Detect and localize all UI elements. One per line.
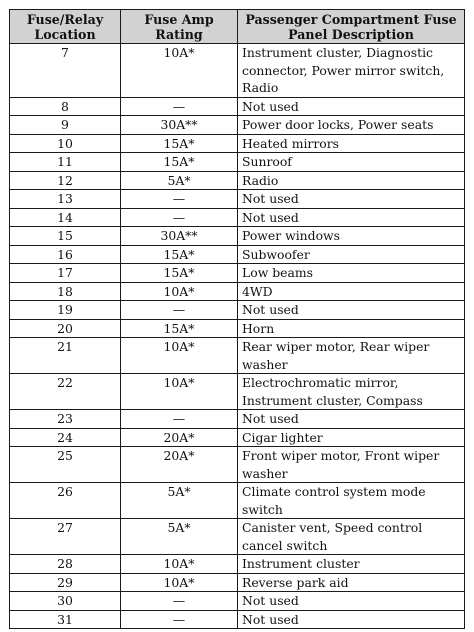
cell-location: 24 xyxy=(10,428,121,447)
table-row xyxy=(10,190,465,209)
header-rating: Fuse Amp Rating xyxy=(121,10,238,44)
cell-location: 29 xyxy=(10,573,121,592)
cell-rating: 15A* xyxy=(121,319,238,338)
cell-description: Canister vent, Speed control cancel switch xyxy=(238,519,465,555)
table-row xyxy=(10,97,465,116)
cell-rating: 5A* xyxy=(121,519,238,555)
cell-location: 14 xyxy=(10,208,121,227)
cell-location: 16 xyxy=(10,245,121,264)
cell-description: Heated mirrors xyxy=(238,134,465,153)
table-row xyxy=(10,44,465,98)
cell-rating: 10A* xyxy=(121,44,238,98)
cell-description: Electrochromatic mirror, Instrument cluster, Compass xyxy=(238,374,465,410)
cell-rating: 15A* xyxy=(121,153,238,172)
cell-description: Sunroof xyxy=(238,153,465,172)
cell-description: Not used xyxy=(238,301,465,320)
cell-description: Rear wiper motor, Rear wiper washer xyxy=(238,338,465,374)
table-row xyxy=(10,519,465,555)
cell-description: Power door locks, Power seats xyxy=(238,116,465,135)
table-row xyxy=(10,555,465,574)
cell-description: Not used xyxy=(238,610,465,629)
table-row xyxy=(10,116,465,135)
cell-rating: 10A* xyxy=(121,374,238,410)
cell-description: Cigar lighter xyxy=(238,428,465,447)
fuse-panel-table xyxy=(9,9,465,629)
table-row xyxy=(10,208,465,227)
cell-rating: — xyxy=(121,610,238,629)
cell-description: Low beams xyxy=(238,264,465,283)
cell-description: Subwoofer xyxy=(238,245,465,264)
cell-location: 17 xyxy=(10,264,121,283)
cell-rating: 20A* xyxy=(121,428,238,447)
cell-rating: — xyxy=(121,208,238,227)
cell-location: 18 xyxy=(10,282,121,301)
cell-location: 15 xyxy=(10,227,121,246)
table-row xyxy=(10,592,465,611)
table-row xyxy=(10,338,465,374)
cell-description: Instrument cluster xyxy=(238,555,465,574)
cell-location: 13 xyxy=(10,190,121,209)
cell-location: 23 xyxy=(10,410,121,429)
cell-rating: 30A** xyxy=(121,116,238,135)
cell-rating: 15A* xyxy=(121,245,238,264)
cell-rating: 20A* xyxy=(121,447,238,483)
cell-location: 8 xyxy=(10,97,121,116)
table-row xyxy=(10,610,465,629)
table-row xyxy=(10,264,465,283)
table-header xyxy=(10,10,465,44)
cell-location: 9 xyxy=(10,116,121,135)
cell-location: 10 xyxy=(10,134,121,153)
cell-rating: 10A* xyxy=(121,338,238,374)
table-row xyxy=(10,171,465,190)
cell-location: 26 xyxy=(10,483,121,519)
cell-description: Not used xyxy=(238,97,465,116)
header-description: Passenger Compartment Fuse Panel Description xyxy=(238,10,465,44)
cell-description: Front wiper motor, Front wiper washer xyxy=(238,447,465,483)
table-row xyxy=(10,301,465,320)
cell-description: Not used xyxy=(238,208,465,227)
table-body xyxy=(10,44,465,629)
cell-rating: 30A** xyxy=(121,227,238,246)
table-row xyxy=(10,374,465,410)
cell-location: 31 xyxy=(10,610,121,629)
header-location: Fuse/Relay Location xyxy=(10,10,121,44)
table-row xyxy=(10,447,465,483)
cell-rating: — xyxy=(121,410,238,429)
table-row xyxy=(10,319,465,338)
cell-description: Power windows xyxy=(238,227,465,246)
table-row xyxy=(10,245,465,264)
cell-location: 30 xyxy=(10,592,121,611)
table-row xyxy=(10,134,465,153)
cell-description: Reverse park aid xyxy=(238,573,465,592)
cell-rating: 15A* xyxy=(121,134,238,153)
header-row xyxy=(10,10,465,44)
cell-description: Not used xyxy=(238,592,465,611)
cell-description: 4WD xyxy=(238,282,465,301)
cell-description: Radio xyxy=(238,171,465,190)
table-row xyxy=(10,410,465,429)
table-row xyxy=(10,573,465,592)
cell-rating: — xyxy=(121,97,238,116)
table-row xyxy=(10,282,465,301)
cell-rating: — xyxy=(121,190,238,209)
cell-location: 7 xyxy=(10,44,121,98)
cell-rating: 10A* xyxy=(121,555,238,574)
cell-description: Climate control system mode switch xyxy=(238,483,465,519)
table-row xyxy=(10,428,465,447)
cell-rating: — xyxy=(121,301,238,320)
cell-location: 19 xyxy=(10,301,121,320)
cell-description: Not used xyxy=(238,410,465,429)
cell-description: Horn xyxy=(238,319,465,338)
cell-rating: 10A* xyxy=(121,573,238,592)
cell-location: 21 xyxy=(10,338,121,374)
cell-description: Instrument cluster, Diagnostic connector, Power mirror switch, Radio xyxy=(238,44,465,98)
cell-location: 27 xyxy=(10,519,121,555)
cell-location: 11 xyxy=(10,153,121,172)
table-row xyxy=(10,227,465,246)
table-row xyxy=(10,483,465,519)
cell-rating: — xyxy=(121,592,238,611)
cell-rating: 5A* xyxy=(121,483,238,519)
cell-rating: 15A* xyxy=(121,264,238,283)
cell-location: 22 xyxy=(10,374,121,410)
cell-location: 28 xyxy=(10,555,121,574)
cell-description: Not used xyxy=(238,190,465,209)
cell-location: 25 xyxy=(10,447,121,483)
cell-location: 12 xyxy=(10,171,121,190)
cell-rating: 10A* xyxy=(121,282,238,301)
cell-location: 20 xyxy=(10,319,121,338)
cell-rating: 5A* xyxy=(121,171,238,190)
table-row xyxy=(10,153,465,172)
